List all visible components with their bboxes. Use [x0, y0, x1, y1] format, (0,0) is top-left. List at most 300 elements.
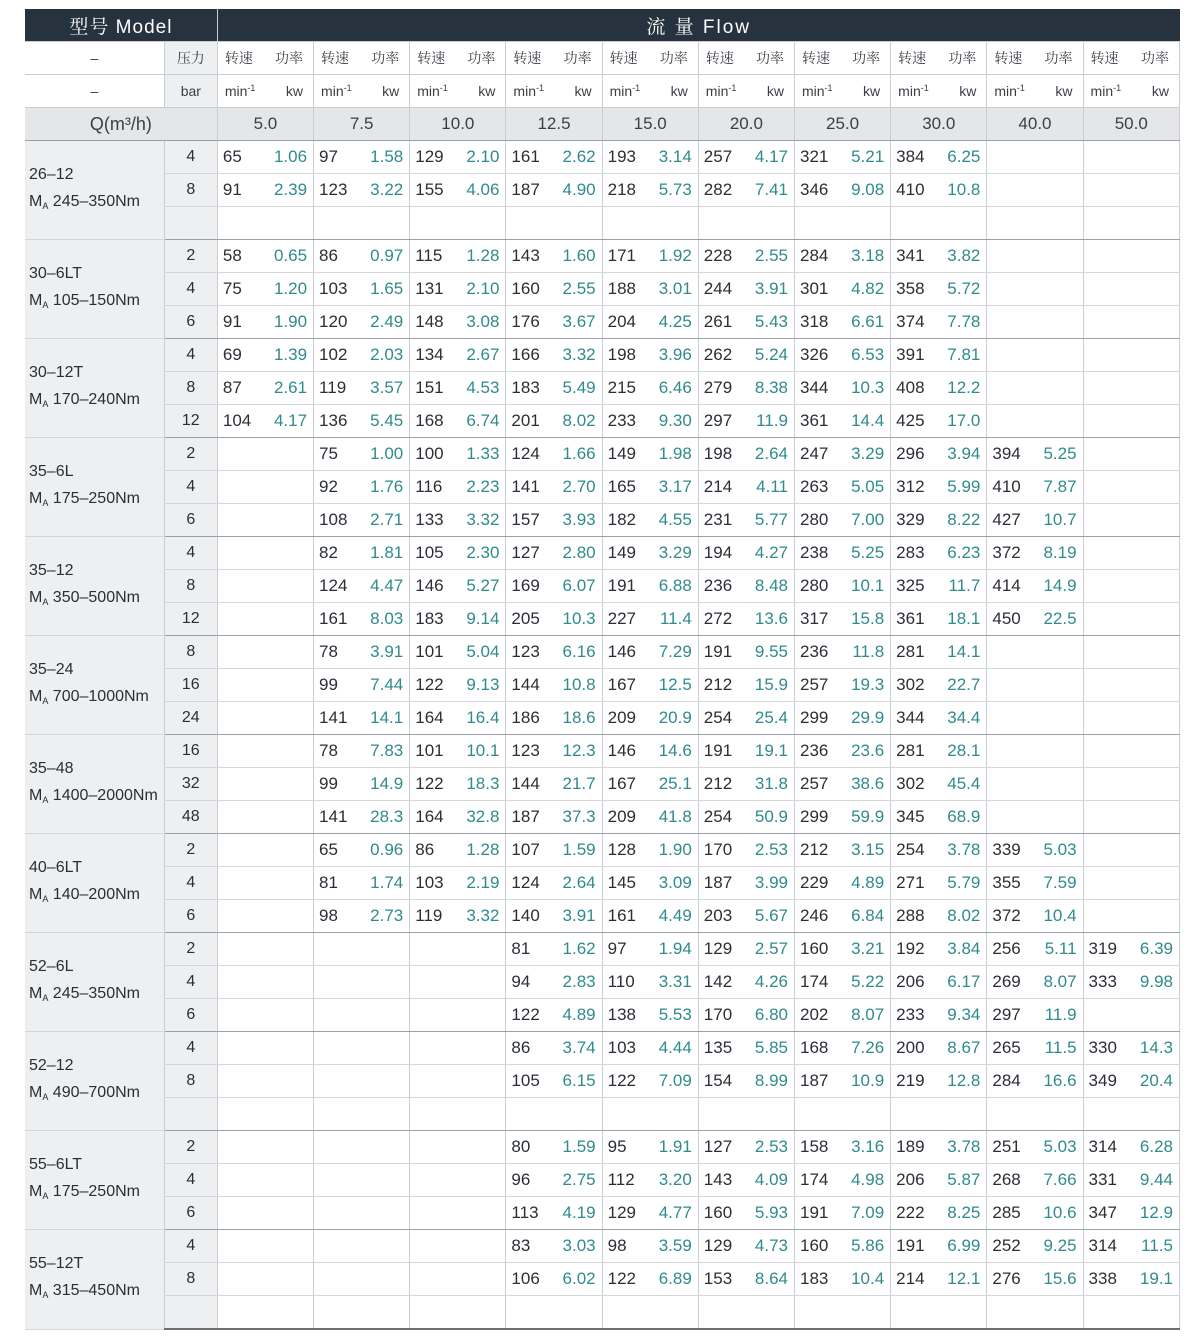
power-value: 8.64: [746, 1263, 794, 1296]
power-value: 1.65: [362, 273, 410, 306]
power-value: 1.20: [265, 273, 313, 306]
power-value: [265, 636, 313, 669]
pressure-value: 12: [164, 603, 217, 636]
power-label: 功率: [1035, 42, 1083, 75]
table-row: [25, 1065, 1180, 1098]
flow-value: 20.0: [698, 108, 794, 141]
speed-value: 330: [1083, 1032, 1131, 1065]
speed-value: 209: [602, 801, 650, 834]
power-label: 功率: [554, 42, 602, 75]
speed-value: 238: [794, 537, 842, 570]
speed-value: 122: [602, 1263, 650, 1296]
power-value: 10.1: [843, 570, 891, 603]
speed-value: 219: [891, 1065, 939, 1098]
power-label: 功率: [650, 42, 698, 75]
power-value: [1035, 207, 1083, 240]
speed-value: [314, 1230, 362, 1263]
table-row: [25, 240, 1180, 273]
power-value: 2.53: [746, 834, 794, 867]
power-value: 6.61: [843, 306, 891, 339]
power-value: 7.41: [746, 174, 794, 207]
speed-value: 182: [602, 504, 650, 537]
speed-value: 206: [891, 966, 939, 999]
power-value: 8.99: [746, 1065, 794, 1098]
pressure-unit: bar: [164, 75, 217, 108]
power-value: [1035, 174, 1083, 207]
table-row: [25, 735, 1180, 768]
power-value: 4.82: [843, 273, 891, 306]
power-value: 10.8: [554, 669, 602, 702]
power-value: 3.31: [650, 966, 698, 999]
speed-value: 106: [506, 1263, 554, 1296]
speed-value: 268: [987, 1164, 1035, 1197]
speed-unit-sup: -1: [535, 83, 544, 93]
speed-unit: [891, 75, 939, 108]
speed-value: 244: [698, 273, 746, 306]
power-value: 1.76: [362, 471, 410, 504]
power-value: 2.61: [265, 372, 313, 405]
power-value: 1.81: [362, 537, 410, 570]
speed-value: 227: [602, 603, 650, 636]
power-value: 6.84: [843, 900, 891, 933]
speed-value: [314, 966, 362, 999]
speed-value: [1083, 141, 1131, 174]
speed-value: 236: [794, 636, 842, 669]
speed-value: 86: [410, 834, 458, 867]
speed-unit-base: min: [801, 83, 825, 99]
power-value: 9.13: [458, 669, 506, 702]
speed-value: 193: [602, 141, 650, 174]
speed-value: 153: [698, 1263, 746, 1296]
power-value: [458, 1098, 506, 1131]
power-value: [650, 1098, 698, 1131]
speed-value: [1083, 207, 1131, 240]
power-value: [1131, 768, 1179, 801]
model-cell: [25, 438, 164, 537]
speed-value: [1083, 240, 1131, 273]
torque-prefix-sub: A: [42, 1289, 49, 1300]
flow-value: 12.5: [506, 108, 602, 141]
power-value: 9.44: [1131, 1164, 1179, 1197]
speed-value: 341: [891, 240, 939, 273]
power-value: [265, 867, 313, 900]
speed-value: 317: [794, 603, 842, 636]
power-value: [1131, 801, 1179, 834]
speed-value: [217, 669, 265, 702]
power-value: [1131, 1296, 1179, 1330]
speed-value: 297: [987, 999, 1035, 1032]
model-cell: [25, 834, 164, 933]
speed-value: 236: [698, 570, 746, 603]
torque-prefix-sub: A: [42, 398, 49, 409]
speed-value: [314, 1197, 362, 1230]
speed-value: 231: [698, 504, 746, 537]
power-value: 8.38: [746, 372, 794, 405]
speed-value: 251: [987, 1131, 1035, 1164]
speed-value: 103: [410, 867, 458, 900]
power-value: [265, 999, 313, 1032]
speed-value: 166: [506, 339, 554, 372]
power-value: 4.77: [650, 1197, 698, 1230]
power-value: [554, 207, 602, 240]
speed-value: 236: [794, 735, 842, 768]
power-value: 7.81: [939, 339, 987, 372]
speed-value: 247: [794, 438, 842, 471]
power-value: 9.08: [843, 174, 891, 207]
power-value: 4.17: [265, 405, 313, 438]
pressure-value: 16: [164, 669, 217, 702]
speed-value: 170: [698, 999, 746, 1032]
flow-value: 50.0: [1083, 108, 1179, 141]
speed-value: [987, 372, 1035, 405]
power-value: [1131, 405, 1179, 438]
speed-value: 167: [602, 669, 650, 702]
power-value: 5.79: [939, 867, 987, 900]
speed-value: 254: [698, 801, 746, 834]
power-value: [362, 1131, 410, 1164]
speed-value: 141: [314, 702, 362, 735]
power-value: 4.98: [843, 1164, 891, 1197]
speed-unit: [314, 75, 362, 108]
speed-value: 155: [410, 174, 458, 207]
speed-value: 122: [410, 669, 458, 702]
power-value: 6.88: [650, 570, 698, 603]
power-value: [362, 933, 410, 966]
speed-value: [1083, 273, 1131, 306]
speed-unit: [794, 75, 842, 108]
speed-value: [1083, 735, 1131, 768]
torque-prefix: M: [29, 786, 43, 804]
speed-value: [217, 834, 265, 867]
power-unit: kw: [650, 75, 698, 108]
speed-value: 214: [698, 471, 746, 504]
speed-value: 78: [314, 636, 362, 669]
model-name: 52–6L: [29, 957, 74, 975]
speed-value: [1083, 867, 1131, 900]
power-value: 3.14: [650, 141, 698, 174]
speed-value: 83: [506, 1230, 554, 1263]
speed-value: [987, 1098, 1035, 1131]
speed-value: 361: [794, 405, 842, 438]
power-value: 10.8: [939, 174, 987, 207]
speed-value: [891, 1296, 939, 1330]
power-value: 9.25: [1035, 1230, 1083, 1263]
table-row: [25, 1296, 1180, 1330]
power-value: [265, 834, 313, 867]
power-value: 11.8: [843, 636, 891, 669]
speed-value: [314, 207, 362, 240]
power-value: [362, 207, 410, 240]
speed-value: 269: [987, 966, 1035, 999]
speed-value: [217, 1263, 265, 1296]
power-value: 5.22: [843, 966, 891, 999]
power-unit: kw: [746, 75, 794, 108]
speed-label: 转速: [987, 42, 1035, 75]
table-row: [25, 504, 1180, 537]
speed-value: 160: [506, 273, 554, 306]
power-value: 8.02: [554, 405, 602, 438]
speed-value: 252: [987, 1230, 1035, 1263]
speed-value: [314, 1164, 362, 1197]
power-unit: kw: [362, 75, 410, 108]
speed-value: 200: [891, 1032, 939, 1065]
speed-value: 425: [891, 405, 939, 438]
power-value: [362, 1032, 410, 1065]
torque-value: 175–250Nm: [52, 1182, 140, 1200]
model-name: 35–12: [29, 561, 74, 579]
table-row: [25, 801, 1180, 834]
speed-value: 169: [506, 570, 554, 603]
power-value: [1035, 636, 1083, 669]
torque-value: 170–240Nm: [52, 390, 140, 408]
speed-value: 319: [1083, 933, 1131, 966]
power-value: [362, 1296, 410, 1330]
speed-value: [410, 1164, 458, 1197]
power-value: 6.53: [843, 339, 891, 372]
power-value: 34.4: [939, 702, 987, 735]
power-value: 68.9: [939, 801, 987, 834]
power-value: [1035, 339, 1083, 372]
power-unit: kw: [458, 75, 506, 108]
pressure-value: 4: [164, 537, 217, 570]
speed-value: 133: [410, 504, 458, 537]
power-value: 4.55: [650, 504, 698, 537]
power-value: 3.01: [650, 273, 698, 306]
speed-value: 450: [987, 603, 1035, 636]
power-value: 28.1: [939, 735, 987, 768]
speed-unit: [506, 75, 554, 108]
speed-value: [217, 702, 265, 735]
pressure-value: 6: [164, 504, 217, 537]
power-value: 14.1: [362, 702, 410, 735]
table-row: [25, 273, 1180, 306]
power-value: 45.4: [939, 768, 987, 801]
speed-value: [410, 999, 458, 1032]
power-value: 29.9: [843, 702, 891, 735]
speed-value: 138: [602, 999, 650, 1032]
power-value: 3.09: [650, 867, 698, 900]
power-value: 1.98: [650, 438, 698, 471]
speed-value: 183: [506, 372, 554, 405]
power-value: 3.91: [554, 900, 602, 933]
power-value: 5.49: [554, 372, 602, 405]
power-value: [1035, 801, 1083, 834]
speed-value: 145: [602, 867, 650, 900]
power-value: [265, 207, 313, 240]
power-value: 6.23: [939, 537, 987, 570]
speed-value: [602, 1296, 650, 1330]
power-value: 3.74: [554, 1032, 602, 1065]
speed-value: 86: [506, 1032, 554, 1065]
power-value: 3.17: [650, 471, 698, 504]
speed-value: 81: [314, 867, 362, 900]
speed-value: 129: [698, 1230, 746, 1263]
power-value: [650, 1296, 698, 1330]
power-value: [362, 999, 410, 1032]
pressure-value: 6: [164, 999, 217, 1032]
speed-value: 136: [314, 405, 362, 438]
speed-value: 384: [891, 141, 939, 174]
power-value: 3.59: [650, 1230, 698, 1263]
speed-value: [217, 1230, 265, 1263]
speed-value: 81: [506, 933, 554, 966]
power-value: [458, 966, 506, 999]
model-cell: [25, 933, 164, 1032]
speed-value: 191: [698, 636, 746, 669]
power-value: 16.6: [1035, 1065, 1083, 1098]
speed-unit-sup: -1: [824, 83, 833, 93]
power-value: [362, 1098, 410, 1131]
speed-value: 127: [506, 537, 554, 570]
speed-value: 372: [987, 900, 1035, 933]
pressure-value: 2: [164, 438, 217, 471]
power-value: 6.28: [1131, 1131, 1179, 1164]
torque-prefix-sub: A: [42, 992, 49, 1003]
power-value: 8.07: [1035, 966, 1083, 999]
power-value: 8.48: [746, 570, 794, 603]
speed-label: 转速: [410, 42, 458, 75]
speed-value: 161: [602, 900, 650, 933]
speed-value: 314: [1083, 1131, 1131, 1164]
power-value: 4.06: [458, 174, 506, 207]
speed-value: 129: [698, 933, 746, 966]
model-name: 35–48: [29, 759, 74, 777]
power-label: 功率: [843, 42, 891, 75]
speed-unit-base: min: [417, 83, 440, 99]
torque-value: 315–450Nm: [52, 1281, 140, 1299]
power-value: [1035, 669, 1083, 702]
speed-value: [217, 966, 265, 999]
speed-value: [314, 1032, 362, 1065]
speed-value: [410, 1230, 458, 1263]
power-value: [939, 1098, 987, 1131]
speed-value: [314, 999, 362, 1032]
power-value: [1131, 207, 1179, 240]
speed-value: [987, 240, 1035, 273]
speed-value: [1083, 768, 1131, 801]
speed-value: 148: [410, 306, 458, 339]
speed-value: 297: [698, 405, 746, 438]
speed-value: 96: [506, 1164, 554, 1197]
power-value: [265, 1230, 313, 1263]
power-value: 3.93: [554, 504, 602, 537]
pressure-value: 2: [164, 240, 217, 273]
speed-value: 222: [891, 1197, 939, 1230]
power-value: [362, 1263, 410, 1296]
speed-value: 149: [602, 537, 650, 570]
speed-value: 154: [698, 1065, 746, 1098]
power-value: 10.4: [1035, 900, 1083, 933]
speed-value: 198: [602, 339, 650, 372]
power-value: [1131, 867, 1179, 900]
power-value: 1.94: [650, 933, 698, 966]
speed-value: 202: [794, 999, 842, 1032]
torque-prefix-sub: A: [42, 1091, 49, 1102]
power-value: 5.85: [746, 1032, 794, 1065]
power-value: 5.25: [843, 537, 891, 570]
power-value: [1131, 702, 1179, 735]
power-value: 4.11: [746, 471, 794, 504]
power-value: [1035, 273, 1083, 306]
speed-value: [987, 669, 1035, 702]
table-row: [25, 669, 1180, 702]
speed-value: [217, 1296, 265, 1330]
speed-value: 254: [891, 834, 939, 867]
speed-value: 149: [602, 438, 650, 471]
power-value: 2.03: [362, 339, 410, 372]
power-value: 5.53: [650, 999, 698, 1032]
unit-row: [25, 75, 1180, 108]
speed-value: 233: [602, 405, 650, 438]
power-value: [458, 1131, 506, 1164]
model-name: 30–12T: [29, 363, 84, 381]
speed-unit-sup: -1: [439, 83, 448, 93]
speed-value: [1083, 801, 1131, 834]
torque-range: [29, 188, 164, 220]
power-value: 12.3: [554, 735, 602, 768]
speed-value: [410, 1065, 458, 1098]
speed-value: 122: [410, 768, 458, 801]
power-value: 5.21: [843, 141, 891, 174]
power-value: 3.22: [362, 174, 410, 207]
q-label: Q(m³/h): [25, 108, 217, 141]
power-value: 3.15: [843, 834, 891, 867]
speed-value: 346: [794, 174, 842, 207]
power-value: 11.9: [1035, 999, 1083, 1032]
speed-value: [314, 1098, 362, 1131]
torque-prefix: M: [29, 984, 43, 1002]
table-row: [25, 900, 1180, 933]
speed-value: 329: [891, 504, 939, 537]
power-value: [1131, 834, 1179, 867]
speed-value: 228: [698, 240, 746, 273]
speed-value: 299: [794, 702, 842, 735]
speed-value: 146: [602, 636, 650, 669]
power-value: 6.74: [458, 405, 506, 438]
power-value: [265, 933, 313, 966]
power-value: 9.34: [939, 999, 987, 1032]
power-value: 1.90: [265, 306, 313, 339]
speed-value: 186: [506, 702, 554, 735]
speed-value: [217, 900, 265, 933]
pressure-value: [164, 207, 217, 240]
power-value: 8.25: [939, 1197, 987, 1230]
power-value: [1131, 504, 1179, 537]
speed-value: 288: [891, 900, 939, 933]
torque-prefix: M: [29, 192, 43, 210]
torque-range: [29, 1178, 164, 1210]
speed-value: 116: [410, 471, 458, 504]
speed-value: 75: [217, 273, 265, 306]
speed-value: 161: [506, 141, 554, 174]
speed-value: 355: [987, 867, 1035, 900]
pressure-value: 2: [164, 834, 217, 867]
power-value: 5.24: [746, 339, 794, 372]
speed-value: [217, 933, 265, 966]
power-value: 4.25: [650, 306, 698, 339]
power-value: [458, 1164, 506, 1197]
speed-value: 198: [698, 438, 746, 471]
speed-value: 339: [987, 834, 1035, 867]
speed-value: [987, 1296, 1035, 1330]
power-value: [1035, 735, 1083, 768]
speed-value: [410, 966, 458, 999]
speed-value: [217, 1131, 265, 1164]
speed-value: 233: [891, 999, 939, 1032]
speed-value: [217, 1164, 265, 1197]
power-value: [458, 1032, 506, 1065]
speed-value: [698, 1098, 746, 1131]
